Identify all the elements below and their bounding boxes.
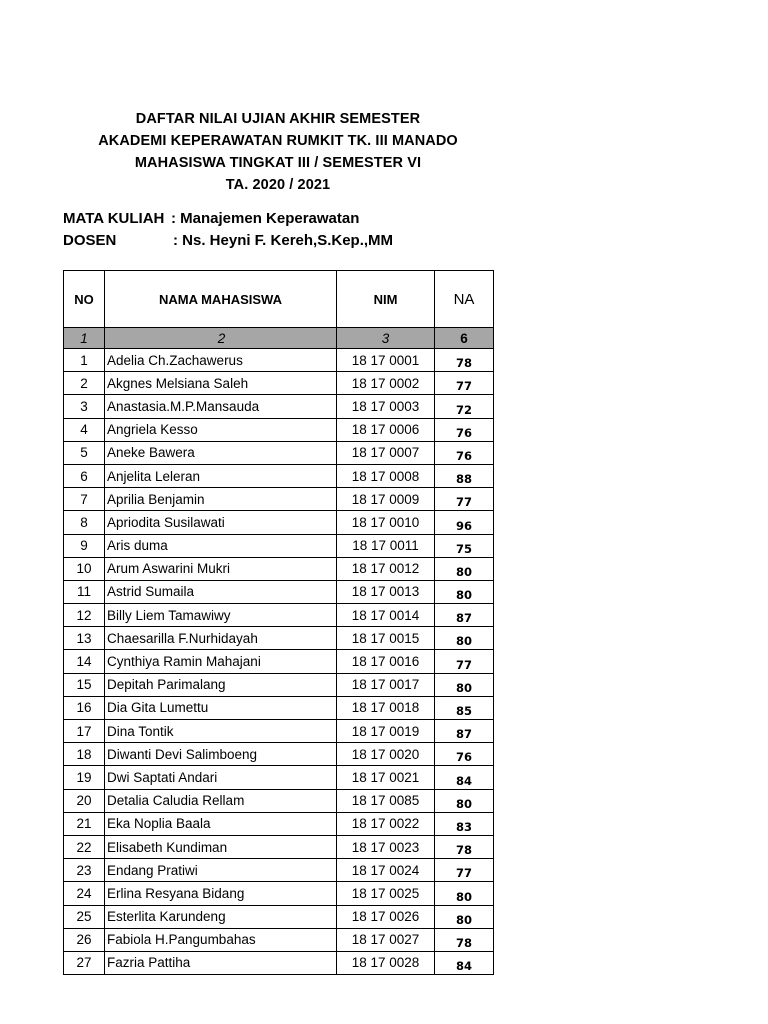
cell-nim: 18 17 0019	[337, 720, 435, 743]
cell-name: Cynthiya Ramin Mahajani	[105, 650, 337, 673]
cell-nim: 18 17 0006	[337, 418, 435, 441]
cell-name: Anastasia.M.P.Mansauda	[105, 395, 337, 418]
cell-nim: 18 17 0002	[337, 372, 435, 395]
cell-na: 77	[435, 859, 494, 882]
cell-name: Astrid Sumaila	[105, 580, 337, 603]
cell-nim: 18 17 0010	[337, 511, 435, 534]
lecturer-label: DOSEN	[63, 232, 117, 249]
cell-name: Arum Aswarini Mukri	[105, 557, 337, 580]
cell-no: 8	[64, 511, 105, 534]
cell-no: 14	[64, 650, 105, 673]
cell-nim: 18 17 0017	[337, 673, 435, 696]
cell-na: 72	[435, 395, 494, 418]
cell-nim: 18 17 0014	[337, 604, 435, 627]
table-body	[64, 328, 494, 975]
cell-name: Dina Tontik	[105, 720, 337, 743]
cell-name: Aris duma	[105, 534, 337, 557]
cell-name: Fabiola H.Pangumbahas	[105, 928, 337, 951]
cell-name: Depitah Parimalang	[105, 673, 337, 696]
index-na: 6	[435, 328, 494, 349]
cell-no: 13	[64, 627, 105, 650]
cell-na: 75	[435, 534, 494, 557]
table-row	[64, 534, 494, 557]
cell-no: 25	[64, 905, 105, 928]
cell-na: 76	[435, 441, 494, 464]
cell-nim: 18 17 0020	[337, 743, 435, 766]
lecturer-row	[63, 230, 393, 252]
index-no: 1	[64, 328, 105, 349]
cell-name: Anjelita Leleran	[105, 464, 337, 487]
cell-nim: 18 17 0026	[337, 905, 435, 928]
cell-no: 20	[64, 789, 105, 812]
table-row	[64, 372, 494, 395]
cell-nim: 18 17 0021	[337, 766, 435, 789]
cell-name: Billy Liem Tamawiwy	[105, 604, 337, 627]
cell-nim: 18 17 0015	[337, 627, 435, 650]
table-row	[64, 905, 494, 928]
cell-na: 77	[435, 372, 494, 395]
cell-no: 11	[64, 580, 105, 603]
table-row	[64, 580, 494, 603]
cell-na: 78	[435, 928, 494, 951]
cell-no: 16	[64, 696, 105, 719]
cell-na: 88	[435, 464, 494, 487]
cell-na: 80	[435, 789, 494, 812]
grades-table	[63, 270, 494, 975]
cell-na: 85	[435, 696, 494, 719]
cell-na: 80	[435, 882, 494, 905]
cell-name: Detalia Caludia Rellam	[105, 789, 337, 812]
table-row	[64, 349, 494, 372]
lecturer-value: : Ns. Heyni F. Kereh,S.Kep.,MM	[173, 232, 394, 249]
cell-no: 17	[64, 720, 105, 743]
cell-nim: 18 17 0027	[337, 928, 435, 951]
cell-nim: 18 17 0012	[337, 557, 435, 580]
cell-na: 84	[435, 766, 494, 789]
table-row	[64, 928, 494, 951]
cell-na: 76	[435, 418, 494, 441]
header-no: NO	[64, 271, 105, 328]
cell-nim: 18 17 0007	[337, 441, 435, 464]
header-name: NAMA MAHASISWA	[105, 271, 337, 328]
cell-no: 18	[64, 743, 105, 766]
title-line-4: TA. 2020 / 2021	[225, 177, 331, 193]
index-name: 2	[105, 328, 337, 349]
table-row	[64, 766, 494, 789]
table-row	[64, 441, 494, 464]
cell-na: 80	[435, 627, 494, 650]
cell-name: Akgnes Melsiana Saleh	[105, 372, 337, 395]
table-row	[64, 488, 494, 511]
cell-nim: 18 17 0008	[337, 464, 435, 487]
cell-no: 23	[64, 859, 105, 882]
cell-no: 6	[64, 464, 105, 487]
cell-na: 76	[435, 743, 494, 766]
index-nim: 3	[337, 328, 435, 349]
table-row	[64, 511, 494, 534]
cell-na: 87	[435, 604, 494, 627]
cell-nim: 18 17 0003	[337, 395, 435, 418]
cell-nim: 18 17 0025	[337, 882, 435, 905]
cell-nim: 18 17 0085	[337, 789, 435, 812]
column-index-row	[64, 328, 494, 349]
cell-name: Erlina Resyana Bidang	[105, 882, 337, 905]
table-row	[64, 696, 494, 719]
cell-na: 96	[435, 511, 494, 534]
table-row	[64, 650, 494, 673]
cell-no: 4	[64, 418, 105, 441]
cell-name: Aprilia Benjamin	[105, 488, 337, 511]
cell-name: Esterlita Karundeng	[105, 905, 337, 928]
header-nim: NIM	[337, 271, 435, 328]
cell-no: 1	[64, 349, 105, 372]
document-title-block	[0, 108, 556, 196]
table-row	[64, 835, 494, 858]
table-row	[64, 812, 494, 835]
cell-name: Apriodita Susilawati	[105, 511, 337, 534]
cell-no: 19	[64, 766, 105, 789]
cell-na: 80	[435, 905, 494, 928]
table-row	[64, 720, 494, 743]
cell-name: Elisabeth Kundiman	[105, 835, 337, 858]
table-row	[64, 627, 494, 650]
cell-name: Angriela Kesso	[105, 418, 337, 441]
table-row	[64, 604, 494, 627]
table-row	[64, 951, 494, 974]
cell-nim: 18 17 0001	[337, 349, 435, 372]
cell-no: 21	[64, 812, 105, 835]
cell-no: 22	[64, 835, 105, 858]
cell-na: 84	[435, 951, 494, 974]
cell-name: Eka Noplia Baala	[105, 812, 337, 835]
cell-nim: 18 17 0024	[337, 859, 435, 882]
cell-nim: 18 17 0009	[337, 488, 435, 511]
table-row	[64, 557, 494, 580]
cell-name: Dwi Saptati Andari	[105, 766, 337, 789]
cell-no: 24	[64, 882, 105, 905]
table-row	[64, 743, 494, 766]
table-row	[64, 882, 494, 905]
cell-no: 2	[64, 372, 105, 395]
cell-name: Aneke Bawera	[105, 441, 337, 464]
cell-name: Dia Gita Lumettu	[105, 696, 337, 719]
cell-na: 80	[435, 580, 494, 603]
cell-no: 15	[64, 673, 105, 696]
cell-na: 83	[435, 812, 494, 835]
cell-nim: 18 17 0022	[337, 812, 435, 835]
cell-name: Chaesarilla F.Nurhidayah	[105, 627, 337, 650]
cell-no: 10	[64, 557, 105, 580]
cell-nim: 18 17 0016	[337, 650, 435, 673]
cell-name: Fazria Pattiha	[105, 951, 337, 974]
table-row	[64, 464, 494, 487]
cell-nim: 18 17 0011	[337, 534, 435, 557]
cell-na: 77	[435, 488, 494, 511]
cell-na: 78	[435, 349, 494, 372]
title-line-3: MAHASISWA TINGKAT III / SEMESTER VI	[134, 155, 422, 171]
course-label: MATA KULIAH	[63, 210, 165, 227]
cell-name: Diwanti Devi Salimboeng	[105, 743, 337, 766]
cell-na: 80	[435, 673, 494, 696]
title-line-1: DAFTAR NILAI UJIAN AKHIR SEMESTER	[135, 111, 421, 127]
title-line-2: AKADEMI KEPERAWATAN RUMKIT TK. III MANADO	[98, 133, 458, 149]
cell-nim: 18 17 0023	[337, 835, 435, 858]
course-info	[63, 208, 393, 252]
cell-na: 80	[435, 557, 494, 580]
table-row	[64, 418, 494, 441]
table-header-row	[64, 271, 494, 328]
cell-na: 87	[435, 720, 494, 743]
course-value: : Manajemen Keperawatan	[171, 210, 360, 227]
table-row	[64, 673, 494, 696]
cell-no: 3	[64, 395, 105, 418]
course-row	[63, 208, 393, 230]
cell-name: Endang Pratiwi	[105, 859, 337, 882]
cell-no: 7	[64, 488, 105, 511]
cell-nim: 18 17 0028	[337, 951, 435, 974]
cell-no: 26	[64, 928, 105, 951]
table-row	[64, 395, 494, 418]
cell-nim: 18 17 0013	[337, 580, 435, 603]
table-row	[64, 859, 494, 882]
cell-no: 9	[64, 534, 105, 557]
cell-name: Adelia Ch.Zachawerus	[105, 349, 337, 372]
cell-no: 27	[64, 951, 105, 974]
table-row	[64, 789, 494, 812]
cell-nim: 18 17 0018	[337, 696, 435, 719]
cell-na: 78	[435, 835, 494, 858]
cell-na: 77	[435, 650, 494, 673]
header-na: NA	[435, 271, 494, 328]
cell-no: 5	[64, 441, 105, 464]
cell-no: 12	[64, 604, 105, 627]
